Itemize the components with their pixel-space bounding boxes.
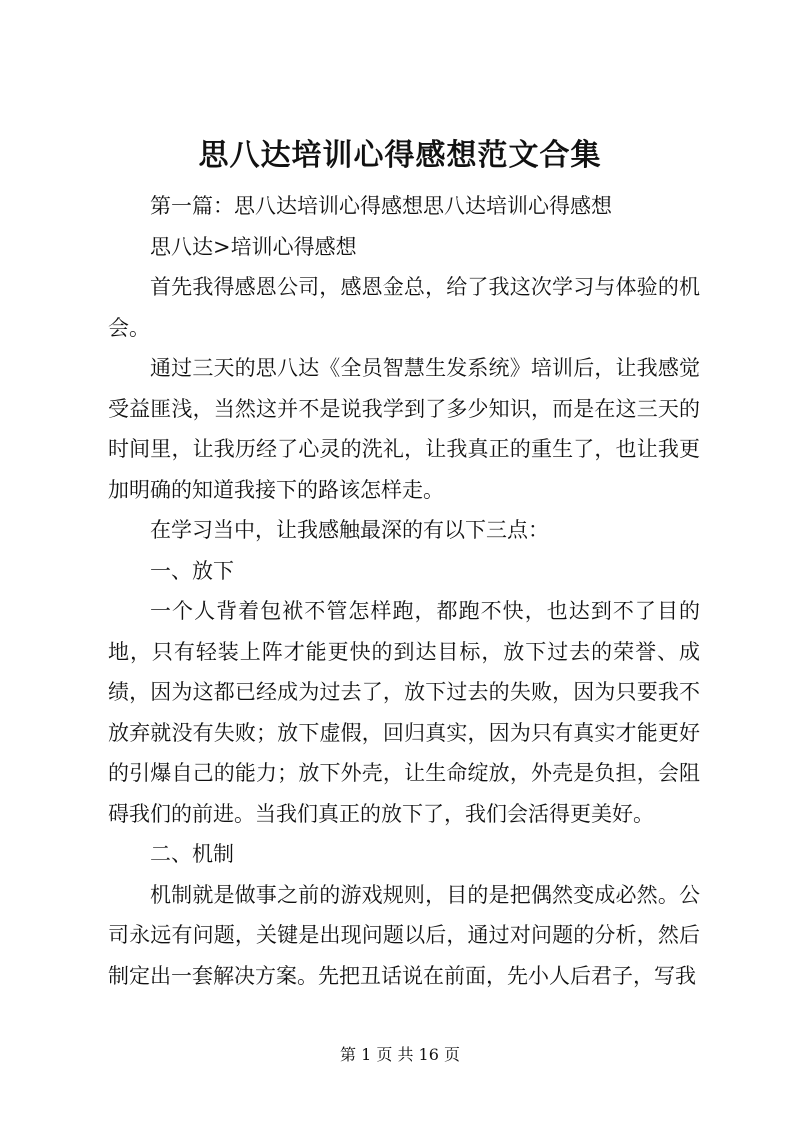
paragraph: 机制就是做事之前的游戏规则，目的是把偶然变成必然。公司永远有问题，关键是出现问题以后，通过对问题的分析，然后制定出一套解决方案。先把丑话说在前面，先小人后君子，写我 <box>108 882 700 988</box>
page-number-footer: 第 1 页 共 16 页 <box>340 1045 460 1064</box>
paragraph-heading-1: 一、放下 <box>150 558 234 583</box>
document-body <box>108 186 700 996</box>
paragraph: 一个人背着包袱不管怎样跑，都跑不快，也达到不了目的地，只有轻装上阵才能更快的到达目标，放下过去的荣誉、成绩，因为这都已经成为过去了，放下过去的失败，因为只要我不放弃就没有失败；放下虚假，回归真实，因为只有真实才能更好的引爆自己的能力；放下外壳，让生命绽放，外壳是负担，会阻碍我们的前进。当我们真正的放下了，我们会活得更美好。 <box>108 599 700 826</box>
paragraph-section-heading: 第一篇：思八达培训心得感想思八达培训心得感想 <box>150 194 612 218</box>
paragraph: 首先我得感恩公司，感恩金总，给了我这次学习与体验的机会。 <box>108 275 700 340</box>
document-title: 思八达培训心得感想范文合集 <box>198 138 602 173</box>
paragraph-heading-2: 二、机制 <box>150 842 234 866</box>
paragraph: 通过三天的思八达《全员智慧生发系统》培训后，让我感觉受益匪浅，当然这并不是说我学到了多少知识，而是在这三天的时间里，让我历经了心灵的洗礼，让我真正的重生了，也让我更加明确的知道我接下的路该怎样走。 <box>108 356 700 502</box>
paragraph-subtitle: 思八达>培训心得感想 <box>150 234 357 259</box>
paragraph: 在学习当中，让我感触最深的有以下三点： <box>150 518 549 542</box>
